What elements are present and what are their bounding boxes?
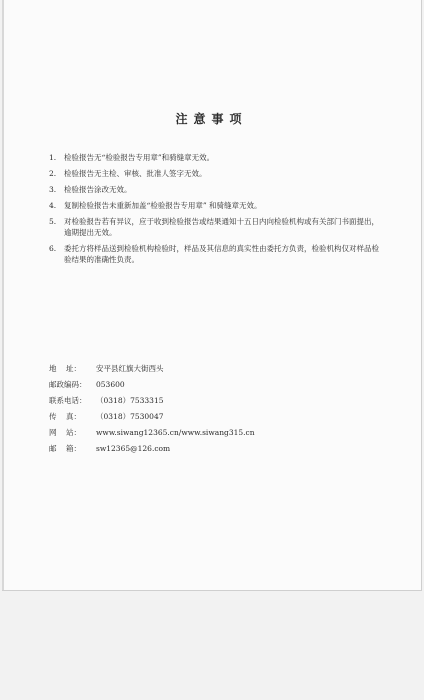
- page-edge: [2, 0, 4, 590]
- phone-label: 联系电话：: [49, 396, 87, 405]
- postcode-row: [49, 379, 379, 390]
- email-row: [49, 443, 379, 454]
- note-item: [49, 152, 379, 163]
- note-number: 5.: [49, 217, 57, 226]
- email-label: 邮 箱：: [49, 444, 82, 453]
- fax-row: [49, 411, 379, 422]
- note-text: 检验报告无“检验报告专用章”和骑缝章无效。: [64, 153, 215, 162]
- phone-row: [49, 395, 379, 406]
- address-label: 地 址：: [49, 364, 82, 373]
- note-item: [49, 216, 379, 238]
- note-text: 检验报告涂改无效。: [64, 185, 132, 194]
- note-number: 1.: [49, 153, 57, 162]
- notes-list: [49, 152, 379, 270]
- postcode-label: 邮政编码：: [49, 380, 87, 389]
- website-label: 网 站：: [49, 428, 82, 437]
- fax-label: 传 真：: [49, 412, 82, 421]
- address-row: [49, 363, 379, 374]
- document-page: [2, 0, 422, 591]
- note-text: 复制检验报告未重新加盖“检验报告专用章” 和骑缝章无效。: [64, 201, 262, 210]
- note-item: [49, 168, 379, 179]
- address-value: 安平县红旗大街西头: [96, 364, 164, 373]
- note-item: [49, 243, 379, 265]
- phone-value: （0318）7533315: [96, 396, 164, 405]
- note-number: 2.: [49, 169, 57, 178]
- note-item: [49, 200, 379, 211]
- note-number: 4.: [49, 201, 57, 210]
- postcode-value: 053600: [96, 380, 125, 389]
- note-number: 6.: [49, 244, 57, 253]
- page-title: 注意事项: [175, 112, 248, 126]
- note-item: [49, 184, 379, 195]
- note-text: 检验报告无主检、审核、批准人签字无效。: [64, 169, 207, 178]
- email-value: sw12365@126.com: [96, 444, 171, 453]
- website-row: [49, 427, 379, 438]
- contact-info: [49, 363, 379, 459]
- website-value: www.siwang12365.cn/www.siwang315.cn: [96, 428, 255, 437]
- note-text: 对检验报告若有异议，应于收到检验报告或结果通知十五日内向检验机构或有关部门书面提出，逾期提出无效。: [64, 217, 379, 237]
- note-number: 3.: [49, 185, 57, 194]
- fax-value: （0318）7530047: [96, 412, 164, 421]
- note-text: 委托方将样品送到检验机构检验时，样品及其信息的真实性由委托方负责，检验机构仅对样品检验结果的准确性负责。: [64, 244, 379, 264]
